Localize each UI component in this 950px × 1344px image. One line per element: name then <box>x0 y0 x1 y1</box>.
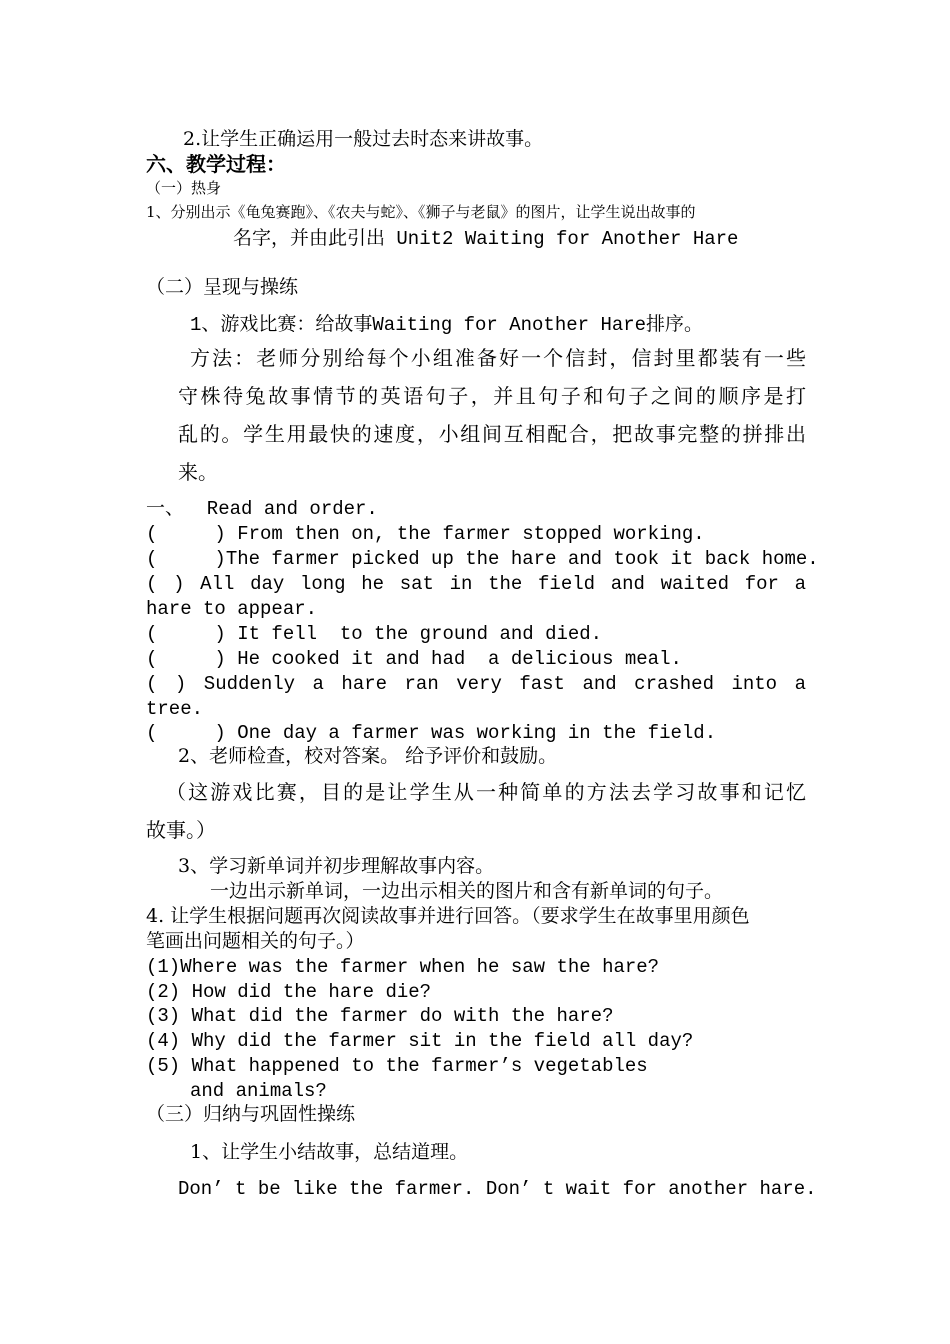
question-4: (4) Why did the farmer sit in the field all day? <box>146 1030 694 1052</box>
order-item-3-cont: hare to appear. <box>146 598 318 620</box>
question-task: 4. 让学生根据问题再次阅读故事并进行回答。（要求学生在故事里用颜色 <box>146 905 750 927</box>
order-item-6-cont: tree. <box>146 698 204 720</box>
warm-up-item-1: 1、分别出示《龟兔赛跑》、《农夫与蛇》、《狮子与老鼠》的图片，让学生说出故事的 <box>146 203 696 221</box>
order-item-7: ( ) One day a farmer was working in the field. <box>146 722 717 744</box>
method-line-3: 乱的。学生用最快的速度，小组间互相配合，把故事完整的拼排出 <box>178 422 806 446</box>
objective-2: 2.让学生正确运用一般过去时态来讲故事。 <box>183 128 544 150</box>
game-purpose-line-2: 故事。） <box>146 818 216 842</box>
order-item-2: ( )The farmer picked up the hare and took it back home. <box>146 548 819 570</box>
question-3: (3) What did the farmer do with the hare? <box>146 1005 614 1027</box>
moral-sentence: Don’ t be like the farmer. Don’ t wait for another hare. <box>178 1178 817 1200</box>
question-2: (2) How did the hare die? <box>146 981 432 1003</box>
read-and-order-heading: 一、 Read and order. <box>146 498 378 520</box>
order-item-4: ( ) It fell to the ground and died. <box>146 623 603 645</box>
order-item-1: ( ) From then on, the farmer stopped working. <box>146 523 705 545</box>
subheading-presentation: （二）呈现与操练 <box>146 276 299 298</box>
game-purpose-line-1: （这游戏比赛，目的是让学生从一种简单的方法去学习故事和记忆 <box>166 780 806 804</box>
question-task-cont: 笔画出问题相关的句子。） <box>146 930 365 952</box>
method-line-1: 方法：老师分别给每个小组准备好一个信封，信封里都装有一些 <box>190 346 806 370</box>
learn-new-words-method: 一边出示新单词，一边出示相关的图片和含有新单词的句子。 <box>210 880 724 902</box>
method-line-4: 来。 <box>178 460 218 484</box>
order-item-5: ( ) He cooked it and had a delicious meal. <box>146 648 682 670</box>
summary-task: 1、让学生小结故事，总结道理。 <box>190 1141 469 1163</box>
game-instruction: 1、游戏比赛：给故事Waiting for Another Hare排序。 <box>190 314 704 336</box>
learn-new-words: 3、学习新单词并初步理解故事内容。 <box>178 855 495 877</box>
question-5: (5) What happened to the farmer’s vegetables <box>146 1055 648 1077</box>
question-5-cont: and animals? <box>190 1080 327 1102</box>
order-item-3: ( ) All day long he sat in the field and waited for a <box>146 573 806 595</box>
subheading-summary: （三）归纳与巩固性操练 <box>146 1103 356 1125</box>
check-answers: 2、老师检查，校对答案。 给予评价和鼓励。 <box>178 745 558 767</box>
order-item-6: ( ) Suddenly a hare ran very fast and crashed into a <box>146 673 806 695</box>
subheading-warm-up: （一）热身 <box>146 179 222 197</box>
warm-up-item-1-cont: 名字，并由此引出 Unit2 Waiting for Another Hare <box>233 228 739 250</box>
section-heading-teaching-process: 六、教学过程： <box>146 152 286 176</box>
question-1: (1)Where was the farmer when he saw the hare? <box>146 956 660 978</box>
method-line-2: 守株待兔故事情节的英语句子，并且句子和句子之间的顺序是打 <box>178 384 806 408</box>
